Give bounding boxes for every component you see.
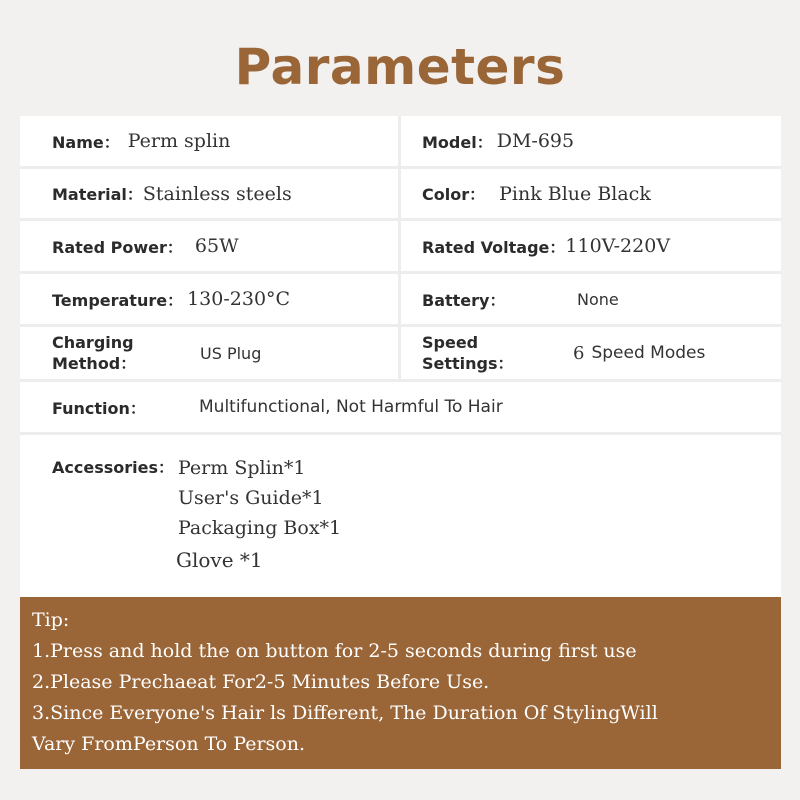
param-label: Temperature： xyxy=(52,290,184,310)
accessory-item: Packaging Box*1 xyxy=(178,517,342,539)
param-value: US Plug xyxy=(200,343,262,363)
accessory-item: Perm Splin*1 xyxy=(178,457,306,479)
param-label: Material： xyxy=(52,185,143,204)
param-label xyxy=(52,332,200,374)
param-color xyxy=(401,169,781,218)
tip-line: 2.Please Prechaeat For2-5 Minutes Before Use. xyxy=(32,671,490,693)
param-value: None xyxy=(577,289,619,309)
param-row-function xyxy=(20,382,781,435)
param-label: Model： xyxy=(422,132,493,152)
param-charging-method xyxy=(20,327,401,379)
param-label: Battery： xyxy=(422,290,506,310)
page-title: Parameters xyxy=(234,38,566,96)
param-value: Perm splin xyxy=(127,130,231,152)
param-value: 65W xyxy=(194,235,239,257)
param-value: Speed Modes xyxy=(591,343,706,363)
param-value: 110V-220V xyxy=(565,235,671,257)
param-value: Multifunctional, Not Harmful To Hair xyxy=(199,397,503,417)
param-label-line: Method： xyxy=(52,354,137,373)
tip-line: 1.Press and hold the on button for 2-5 seconds during first use xyxy=(32,640,637,662)
param-label: Rated Voltage： xyxy=(422,237,566,257)
accessory-item: Glove *1 xyxy=(176,548,263,572)
param-row-temperature-battery xyxy=(20,274,781,327)
param-value: Pink Blue Black xyxy=(499,182,651,205)
param-label: Accessories： xyxy=(52,458,174,477)
param-row-power-voltage xyxy=(20,221,781,274)
param-material xyxy=(20,169,401,218)
param-value-number: 6 xyxy=(573,342,585,364)
param-model xyxy=(401,116,781,166)
param-value: Stainless steels xyxy=(142,182,292,205)
tip-line: Vary FromPerson To Person. xyxy=(32,733,306,755)
param-accessories xyxy=(20,435,781,595)
param-value: 130-230°C xyxy=(187,288,291,310)
param-name xyxy=(20,116,401,166)
param-row-name-model xyxy=(20,116,781,169)
param-label-line: Speed xyxy=(422,333,479,352)
param-label-line: Charging xyxy=(52,333,134,352)
param-speed-settings xyxy=(401,327,781,379)
tip-heading: Tip: xyxy=(32,609,70,631)
param-rated-voltage xyxy=(401,221,781,271)
param-label-line: Settings： xyxy=(422,354,514,373)
param-label: Color： xyxy=(422,185,486,204)
param-label: Rated Power： xyxy=(52,237,183,257)
tip-box xyxy=(20,597,781,769)
accessory-item: User's Guide*1 xyxy=(178,487,324,509)
tip-line: 3.Since Everyone's Hair ls Different, The Duration Of StylingWill xyxy=(32,702,658,724)
param-label: Name： xyxy=(52,132,120,152)
param-battery xyxy=(401,274,781,324)
param-label: Function： xyxy=(52,398,146,418)
param-row-charging-speed xyxy=(20,327,781,382)
param-rated-power xyxy=(20,221,401,271)
accessories-list xyxy=(178,453,341,577)
param-label xyxy=(422,332,573,374)
param-value: DM-695 xyxy=(496,130,575,152)
param-function xyxy=(20,382,781,432)
param-temperature xyxy=(20,274,401,324)
param-row-material-color xyxy=(20,169,781,221)
